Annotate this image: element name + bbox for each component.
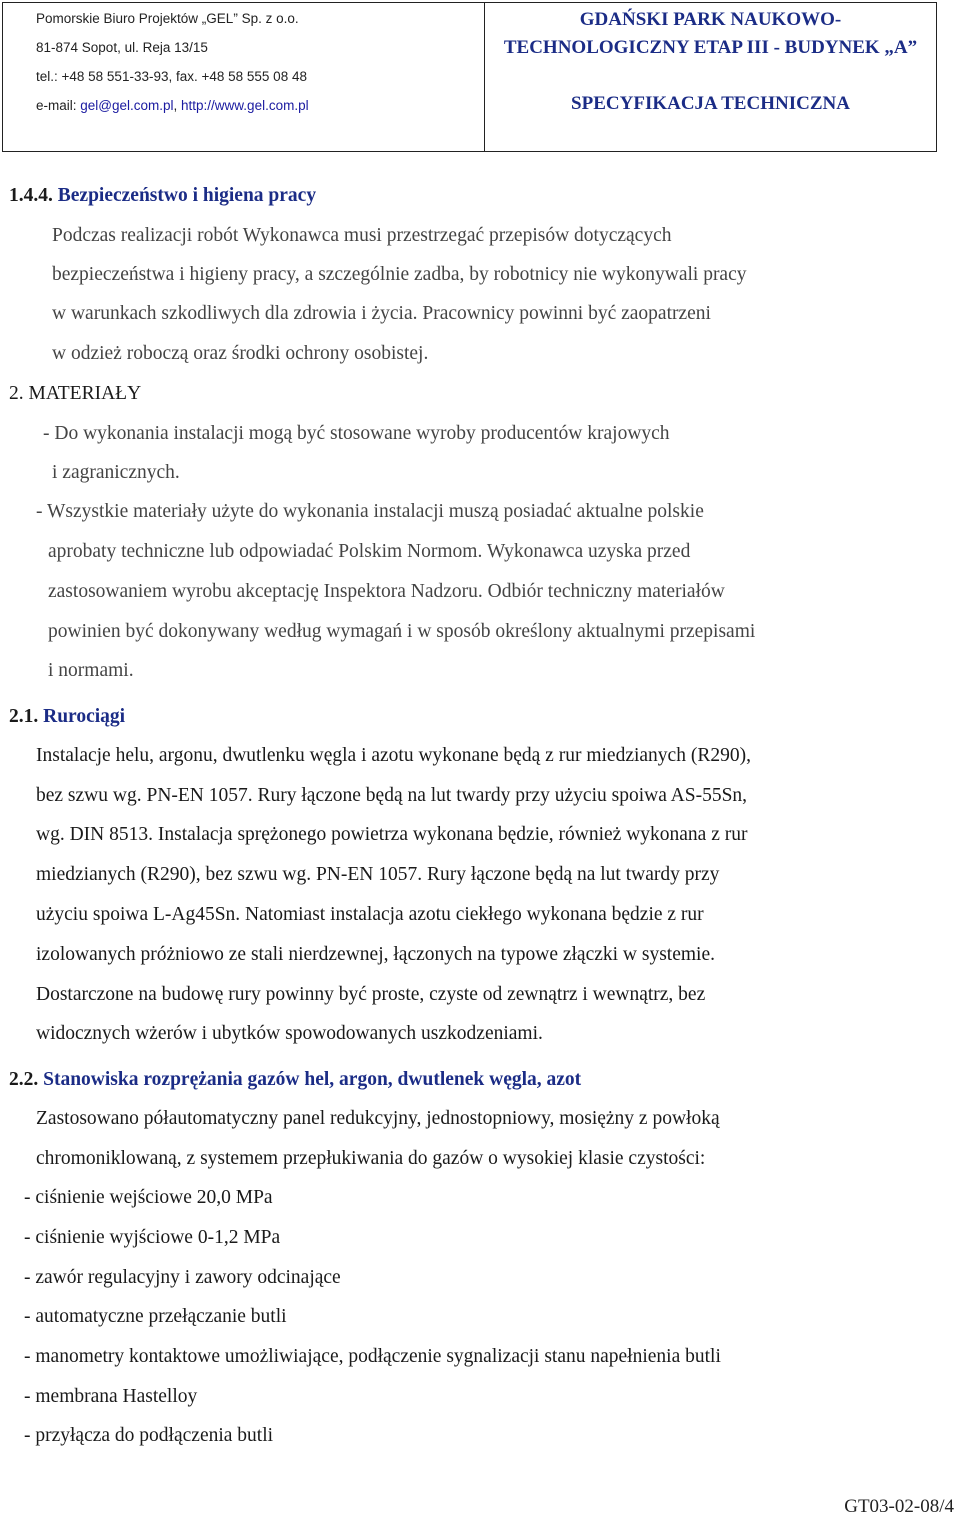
document-type: SPECYFIKACJA TECHNICZNA bbox=[571, 93, 850, 114]
paragraph-line: wg. DIN 8513. Instalacja sprężonego powietrza wykonana będzie, również wykonana z rur bbox=[36, 824, 748, 845]
email-label: e-mail: bbox=[36, 98, 81, 113]
company-phone: tel.: +48 58 551-33-93, fax. +48 58 555 08 48 bbox=[36, 69, 307, 84]
paragraph-line: zastosowaniem wyrobu akceptację Inspektora Nadzoru. Odbiór techniczny materiałów bbox=[48, 581, 725, 602]
paragraph-line: miedzianych (R290), bez szwu wg. PN-EN 1057. Rury łączone będą na lut twardy przy bbox=[36, 864, 720, 885]
paragraph-line: aprobaty techniczne lub odpowiadać Polskim Normom. Wykonawca uzyska przed bbox=[48, 541, 691, 562]
paragraph-line: Instalacje helu, argonu, dwutlenku węgla i azotu wykonane będą z rur miedzianych (R290), bbox=[36, 745, 751, 766]
list-item: - zawór regulacyjny i zawory odcinające bbox=[24, 1267, 341, 1288]
section-2-1-number: 2.1. bbox=[9, 706, 39, 727]
section-1-4-4-number: 1.4.4. bbox=[9, 185, 53, 206]
document-header bbox=[2, 2, 937, 152]
section-2-2-title: Stanowiska rozprężania gazów hel, argon, dwutlenek węgla, azot bbox=[43, 1069, 582, 1090]
section-1-4-4-title: Bezpieczeństwo i higiena pracy bbox=[57, 185, 317, 206]
paragraph-line: bez szwu wg. PN-EN 1057. Rury łączone będą na lut twardy przy użyciu spoiwa AS-55Sn, bbox=[36, 785, 748, 806]
project-title-line1: GDAŃSKI PARK NAUKOWO- bbox=[579, 9, 842, 30]
paragraph-line: chromoniklowaną, z systemem przepłukiwania do gazów o wysokiej klasie czystości: bbox=[36, 1148, 706, 1169]
paragraph-line: bezpieczeństwa i higieny pracy, a szczególnie zadba, by robotnicy nie wykonywali pracy bbox=[52, 264, 747, 285]
project-info bbox=[485, 3, 936, 151]
website-link[interactable]: http://www.gel.com.pl bbox=[181, 98, 309, 113]
list-item: - membrana Hastelloy bbox=[24, 1386, 198, 1407]
project-title-line2: TECHNOLOGICZNY ETAP III - BUDYNEK „A” bbox=[503, 37, 918, 58]
section-1-4-4-heading bbox=[9, 183, 316, 209]
paragraph-line: Dostarczone na budowę rury powinny być proste, czyste od zewnątrz i wewnątrz, bez bbox=[36, 984, 706, 1005]
paragraph-line: - Wszystkie materiały użyte do wykonania instalacji muszą posiadać aktualne polskie bbox=[36, 501, 704, 522]
section-2-heading: 2. MATERIAŁY bbox=[9, 383, 142, 404]
paragraph-line: użyciu spoiwa L-Ag45Sn. Natomiast instalacja azotu ciekłego wykonana będzie z rur bbox=[36, 904, 704, 925]
paragraph-line: w odzież roboczą oraz środki ochrony osobistej. bbox=[52, 343, 429, 364]
section-2-1-title: Rurociągi bbox=[43, 706, 126, 727]
page-code: GT03-02-08/4 bbox=[844, 1496, 954, 1517]
section-2-2-number: 2.2. bbox=[9, 1069, 39, 1090]
company-contact bbox=[36, 96, 484, 125]
paragraph-line: i zagranicznych. bbox=[52, 462, 180, 483]
paragraph-line: Zastosowano półautomatyczny panel redukcyjny, jednostopniowy, mosiężny z powłoką bbox=[36, 1108, 720, 1129]
paragraph-line: izolowanych próżniowo ze stali nierdzewnej, łączonych na typowe złączki w systemie. bbox=[36, 944, 715, 965]
contact-separator: , bbox=[173, 98, 182, 113]
list-item: - ciśnienie wyjściowe 0-1,2 MPa bbox=[24, 1227, 281, 1248]
company-name: Pomorskie Biuro Projektów „GEL” Sp. z o.o. bbox=[36, 11, 299, 26]
list-item: - manometry kontaktowe umożliwiające, podłączenie sygnalizacji stanu napełnienia butli bbox=[24, 1346, 721, 1367]
email-link[interactable]: gel@gel.com.pl bbox=[80, 98, 174, 113]
paragraph-line: i normami. bbox=[48, 660, 134, 681]
company-address: 81-874 Sopot, ul. Reja 13/15 bbox=[36, 40, 208, 55]
paragraph-line: powinien być dokonywany według wymagań i w sposób określony aktualnymi przepisami bbox=[48, 621, 756, 642]
section-2-2-heading bbox=[9, 1067, 581, 1093]
paragraph-line: Podczas realizacji robót Wykonawca musi przestrzegać przepisów dotyczących bbox=[52, 225, 672, 246]
list-item: - ciśnienie wejściowe 20,0 MPa bbox=[24, 1187, 273, 1208]
list-item: - automatyczne przełączanie butli bbox=[24, 1306, 287, 1327]
paragraph-line: w warunkach szkodliwych dla zdrowia i życia. Pracownicy powinni być zaopatrzeni bbox=[52, 303, 711, 324]
company-info bbox=[3, 3, 485, 151]
section-2-1-heading bbox=[9, 704, 125, 730]
paragraph-line: - Do wykonania instalacji mogą być stosowane wyroby producentów krajowych bbox=[43, 423, 670, 444]
paragraph-line: widocznych wżerów i ubytków spowodowanych uszkodzeniami. bbox=[36, 1023, 543, 1044]
list-item: - przyłącza do podłączenia butli bbox=[24, 1425, 274, 1446]
